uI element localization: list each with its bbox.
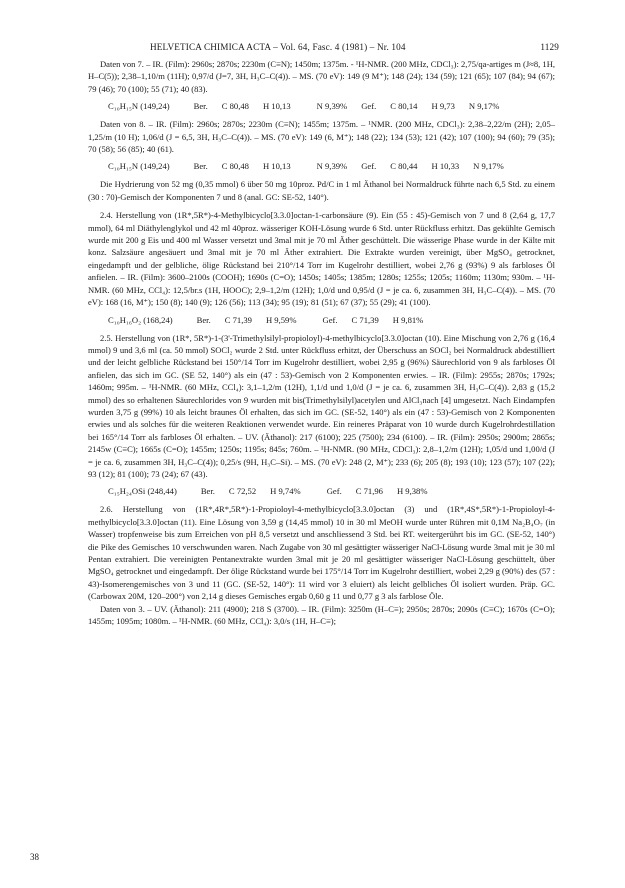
calc-value: C 71,39 <box>224 314 252 325</box>
found-value: H 10,33 <box>431 161 460 172</box>
running-header <box>88 38 559 58</box>
found-label: Gef. <box>326 486 342 497</box>
found-value: H 9,81% <box>392 314 424 325</box>
calc-value: H 9,59% <box>265 314 297 325</box>
journal-title: HELVETICA CHIMICA ACTA – Vol. 64, Fasc. 4 (1981) – Nr. 104 <box>150 42 406 52</box>
found-label: Gef. <box>361 161 377 172</box>
calc-label: Ber. <box>196 314 211 325</box>
calc-value: N 9,39% <box>316 161 348 172</box>
page-number: 1129 <box>540 42 559 52</box>
elemental-analysis-3 <box>108 314 555 326</box>
calc-value: H 9,74% <box>270 486 301 497</box>
calc-label: Ber. <box>193 101 208 112</box>
calc-label: Ber. <box>193 161 208 172</box>
formula: C₁₀H₁₆O₂ (168,24) <box>108 314 173 325</box>
elemental-analysis-4 <box>108 485 555 497</box>
data-paragraph-8: Daten von 8. – IR. (Film): 2960s; 2870s; 2230m (C≡N); 1455m; 1375m. – ¹NMR. (200 MHz, CDCl₃): 2,38–2,22/m (2H); 2,05–1,25/m (10 H); 1,06/d (J = 6,5, 3H, H₃C–C(4)). – MS. (70 eV): 149 (6, M⁺); 148 (22); 134 (53); 121 (42); 107 (100); 94 (60); 79 (35); 70 (58); 56 (85); 40 (61). <box>88 119 555 155</box>
found-value: N 9,17% <box>468 101 500 112</box>
page-code: 38 <box>30 852 39 862</box>
found-value: H 9,73 <box>431 101 455 112</box>
section-2-6-paragraph: 2.6. Herstellung von (1R*,4R*,5R*)-1-Propioloyl-4-methylbicyclo[3.3.0]octan (3) und (1R*,4S*,5R*)-1-Propioloyl-4-methylbicyclo[3.3.0]octan (11). Eine Lösung von 3,59 g (14,45 mmol) 10 in 30 ml MeOH wurde unter Rühren mit 0,1M Na₂B₄O₇ (in Wasser) tropfenweise bis zum Erreichen von pH 8,5 versetzt und anschliessend 3 Std. bei RT. weitergerührt bis im GC. (SE-52, 140°) die Pike des Gemisches 10 verschwunden waren. Nach Zugabe von 30 ml gesättigter wässeriger NaCl-Lösung wurde 3mal mit je 30 ml Pentan extrahiert. Die vereinigten Pentanextrakte wurden 3mal mit je 20 ml gesättigter wässeriger NaCl-Lösung geschüttelt, über MgSO₄ getrocknet und eingedampft. Der ölige Rückstand wurde bei 175°/14 Torr im Kugelrohr destilliert, wobei 2,29 g (90%) des (57 : 43)-Isomerengemisches von 3 und 11 (GC. (SE-52, 140°): 11 wird vor 3 eluiert) als leicht gelbliches Öl isoliert wurden. Präp. GC. (Carbowax 20M, 120–200°) von 2,14 g dieses Gemisches ergab 0,60 g 11 und 0,77 g 3 als farblose Öle. <box>88 504 555 602</box>
section-2-4-paragraph: 2.4. Herstellung von (1R*,5R*)-4-Methylbicyclo[3.3.0]octan-1-carbonsäure (9). Ein (55 : 45)-Gemisch von 7 und 8 (2,64 g, 17,7 mmol), 64 ml Diäthylenglykol und 42 ml 40proz. wässeriger KOH-Lösung wurde 6 Std. unter Rückfluss erhitzt. Das gekühlte Gemisch wurde mit 200 g Eis und 400 ml Wasser versetzt und 3mal mit je 70 ml Äther geschüttelt. Die wässerige Phase wurde in der Kälte mit konz. Salzsäure angesäuert und 3mal mit je 70 ml Äther extrahiert. Die Extrakte wurden vereinigt, über MgSO₄ getrocknet, eingedampft und der gelbliche, ölige Rückstand bei 210°/14 Torr im Kugelrohr destilliert, wobei 2,76 g (93%) 9 als farbloses Öl anfielen. – IR. (Film): 3600–2100s (COOH); 1690s (C=O); 1450s; 1405s; 1385m; 1280s; 1255s; 1205s; 1160m; 1130m; 930m. – ¹H-NMR. (60 MHz, CCl₄): 12,5/br.s (1H, HOOC); 2,9–1,2/m (12H); 1,0/d und 0,95/d (J = je ca. 6, zusammen 3H, H₃C–C(4)). – MS. (70 eV): 168 (16, M⁺); 150 (8); 140 (9); 126 (56); 113 (34); 95 (19); 81 (51); 67 (37); 55 (29); 41 (100). <box>88 210 555 308</box>
data-paragraph-7: Daten von 7. – IR. (Film): 2960s; 2870s; 2230m (C≡N); 1450m; 1375m. - ¹H-NMR. (200 MHz, CDCl₃): 2,75/qa-artiges m (J≈8, 1H, H–C(5)); 2,38–1,10/m (11H); 0,97/d (J=7, 3H, H₃C–C(4)). – MS. (70 eV): 149 (9 M⁺); 148 (24); 134 (59); 121 (65); 107 (84); 94 (67); 79 (46); 70 (100); 55 (71); 40 (83). <box>88 59 555 94</box>
found-value: C 80,14 <box>390 101 418 112</box>
formula: C₁₀H₁₅N (149,24) <box>108 161 170 172</box>
elemental-analysis-2 <box>108 160 555 172</box>
found-label: Gef. <box>322 314 338 325</box>
hydrogenation-paragraph: Die Hydrierung von 52 mg (0,35 mmol) 6 über 50 mg 10proz. Pd/C in 1 ml Äthanol bei Normaldruck führte nach 6,5 Std. zu einem (30 : 70)-Gemisch der Komponenten 7 und 8 (anal. GC: SE-52, 140°). <box>88 179 555 202</box>
found-value: C 71,96 <box>355 486 383 497</box>
calc-value: N 9,39% <box>316 101 348 112</box>
found-value: C 71,39 <box>351 314 379 325</box>
calc-value: H 10,13 <box>262 101 291 112</box>
calc-value: C 80,48 <box>221 101 249 112</box>
found-value: H 9,38% <box>396 486 428 497</box>
calc-value: H 10,13 <box>262 161 291 172</box>
calc-value: C 72,52 <box>228 486 257 497</box>
calc-label: Ber. <box>200 486 215 497</box>
formula: C₁₀H₁₅N (149,24) <box>108 101 170 112</box>
calc-value: C 80,48 <box>221 161 249 172</box>
data-paragraph-3: Daten von 3. – UV. (Äthanol): 211 (4900); 218 S (3700). – IR. (Film): 3250m (H–C≡); 2950s; 2870s; 2090s (C≡C); 1670s (C=O); 1455m; 1095m; 1080m. – ¹H-NMR. (60 MHz, CCl₄): 3,0/s (1H, H–C≡); <box>88 603 555 627</box>
found-value: N 9,17% <box>473 161 504 172</box>
found-label: Gef. <box>361 101 377 112</box>
found-value: C 80,44 <box>390 161 418 172</box>
elemental-analysis-1 <box>108 100 555 112</box>
formula: C₁₅H₂₄OSi (248,44) <box>108 486 177 497</box>
section-2-5-paragraph: 2.5. Herstellung von (1R*, 5R*)-1-(3'-Trimethylsilyl-propioloyl)-4-methylbicyclo[3.3.0]octan (10). Eine Mischung von 2,76 g (16,4 mmol) 9 und 3,6 ml (ca. 50 mmol) SOCl₂ wurde 2 Std. unter Rückfluss erhitzt, der Überschuss an SOCl₂ bei Normaldruck abdestilliert und der leicht gelbliche Rückstand bei 150°/14 Torr im Kugelrohr destilliert, wobei 2,95 g (96%) Säurechlorid von 9 als farbloses Öl anfielen, das sich im GC. (SE 52, 140°) als ein (47 : 53)-Gemisch von 2 Komponenten erwies. – IR. (Film): 2955s; 2870s; 1792s; 1460m; 995m. – ¹H-NMR. (60 MHz, CCl₄): 3,1–1,2/m (12H), 1,1/d und 1,0/d (J = je ca. 6, zusammen 3H, H₃C–C(4)). 2,83 g (15,2 mmol) des so erhaltenen Säurechlorides von 9 wurden mit bis(Trimethylsilyl)acetylen und AlCl₃nach [4] umgesetzt. Nach Eindampfen wurden 3,75 g (99%) 10 als leicht braunes Öl erhalten, das sich im GC. (SE-52, 140°) als ein (47 : 53)-Gemisch von 2 Komponenten erwies und als solches für die weiteren Reaktionen verwendet wurde. Ein reineres Präparat von 10 wurde durch Kugelrohrdestillation bei 165°/14 Torr als farbloses Öl erhalten. – UV. (Äthanol): 217 (6100); 225 (7500); 234 (6100). – IR. (Film): 2950s; 2900m; 2865s; 2145w (C≡C); 1665s (C=O); 1455m; 1250s; 1195s; 845s; 760m. – ¹H-NMR. (90 MHz, CDCl₃): 2,8–1,2/m (12H); 1,05/d und 1,00/d (J = je ca. 6, zusammen 3H, H₃C–C(4)); 0,25/s (9H, H₃C–Si). – MS. (70 eV): 248 (2, M⁺); 233 (6); 205 (8); 193 (10); 123 (57); 107 (22); 93 (12); 81 (100); 73 (24); 67 (43). <box>88 332 555 479</box>
